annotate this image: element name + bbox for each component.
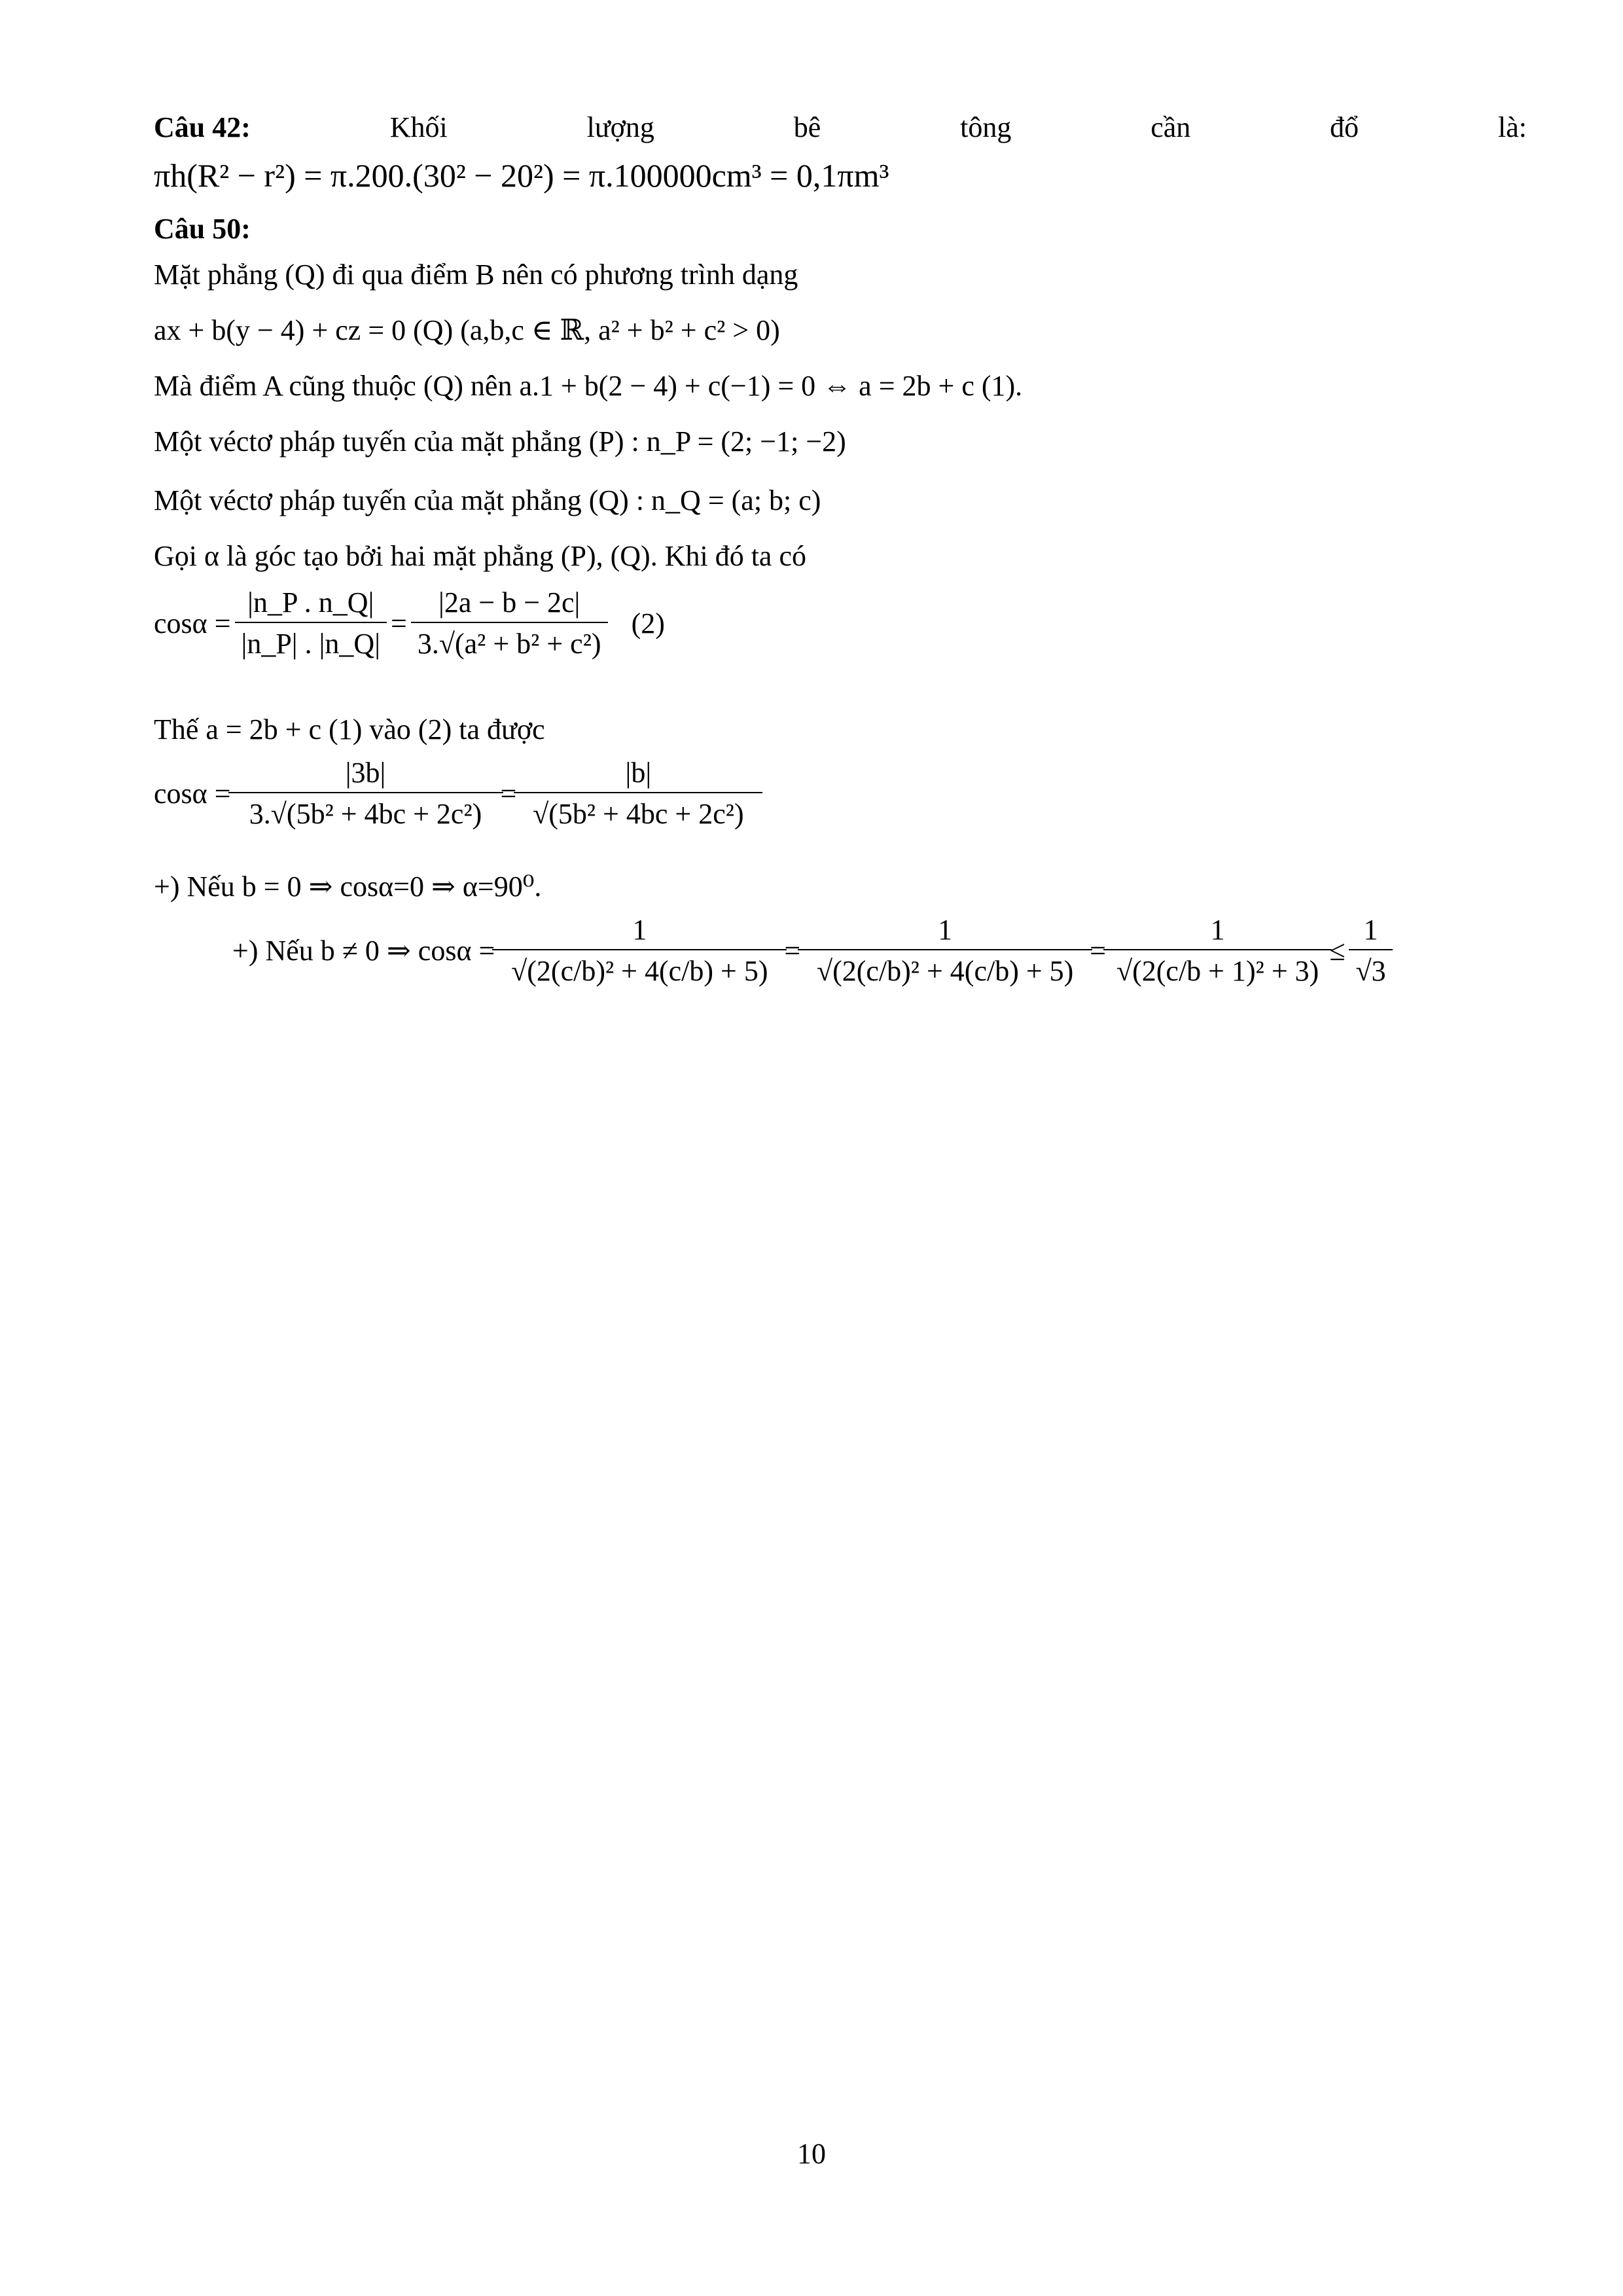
fraction-denominator: √(2(c/b)² + 4(c/b) + 5) [492, 949, 787, 988]
q42-word: lượng [586, 111, 654, 143]
cos-lhs: cosα = [154, 607, 231, 639]
q42-formula: πh(R² − r²) = π.200.(30² − 20²) = π.100000cm³ = 0,1πm³ [154, 157, 889, 194]
fraction-numerator: |b| [625, 757, 652, 789]
fraction-numerator: 1 [1210, 914, 1225, 946]
q50-normal-p: Một véctơ pháp tuyến của mặt phẳng (P) : n_P = (2; −1; −2) [154, 425, 846, 457]
q42-word: cần [1150, 111, 1191, 143]
q50-label: Câu 50: [154, 213, 251, 245]
q42-heading-line [154, 111, 1527, 145]
q42-word: đổ [1330, 111, 1359, 143]
fraction-denominator: |n_P| . |n_Q| [235, 622, 387, 660]
equals-sign: = [784, 934, 801, 967]
fraction-denominator: √(2(c/b + 1)² + 3) [1103, 949, 1332, 988]
q50-normal-q: Một véctơ pháp tuyến của mặt phẳng (Q) : n_Q = (a; b; c) [154, 484, 821, 516]
fraction [411, 586, 608, 660]
fraction-denominator: √(2(c/b)² + 4(c/b) + 5) [798, 949, 1092, 988]
fraction-numerator: 1 [938, 914, 953, 946]
fraction-numerator: |2a − b − 2c| [438, 586, 580, 619]
leq-sign: ≤ [1329, 934, 1346, 967]
q42-word: tông [960, 111, 1012, 143]
equation-tag: (2) [631, 607, 665, 639]
fraction-numerator: 1 [632, 914, 647, 946]
fraction-denominator: √3 [1349, 949, 1392, 988]
equals-sign: = [391, 607, 407, 639]
case-lhs: +) Nếu b ≠ 0 ⇒ cosα = [232, 934, 495, 967]
fraction-numerator: 1 [1363, 914, 1378, 946]
q42-word: Khối [389, 111, 448, 143]
fraction-denominator: √(5b² + 4bc + 2c²) [514, 792, 762, 831]
cos-lhs: cosα = [154, 777, 231, 810]
equals-sign: = [500, 777, 517, 810]
fraction [499, 913, 780, 988]
q50-line: Mà điểm A cũng thuộc (Q) nên a.1 + b(2 − 4) + c(−1) = 0 ⇔ a = 2b + c (1). [154, 370, 1023, 402]
equals-sign: = [1090, 934, 1106, 967]
fraction-numerator: |n_P . n_Q| [247, 586, 374, 619]
q42-word: bê [793, 111, 821, 143]
page-number: 10 [797, 2138, 826, 2170]
substitution-line: Thế a = 2b + c (1) vào (2) ta được [154, 713, 545, 745]
fraction [235, 586, 387, 660]
case-b-zero: +) Nếu b = 0 ⇒ cosα=0 ⇒ α=90⁰. [154, 870, 542, 903]
q42-label: Câu 42: [154, 111, 251, 143]
fraction-numerator: |3b| [345, 757, 386, 789]
cos-substituted-row [154, 756, 760, 831]
q42-word: là: [1497, 111, 1527, 143]
fraction-denominator: 3.√(5b² + 4bc + 2c²) [228, 792, 503, 831]
cos-formula-row [154, 586, 665, 660]
fraction [1349, 913, 1392, 988]
q50-line: Gọi α là góc tạo bởi hai mặt phẳng (P), (Q). Khi đó ta có [154, 540, 806, 572]
fraction [804, 913, 1086, 988]
fraction-denominator: 3.√(a² + b² + c²) [411, 622, 608, 660]
q50-line: Mặt phẳng (Q) đi qua điểm B nên có phương trình dạng [154, 259, 798, 291]
fraction [235, 756, 497, 831]
q50-equation: ax + b(y − 4) + cz = 0 (Q) (a,b,c ∈ ℝ, a² + b² + c² > 0) [154, 314, 780, 346]
fraction [520, 756, 756, 831]
fraction [1110, 913, 1325, 988]
case-b-nonzero-row [232, 913, 1397, 988]
